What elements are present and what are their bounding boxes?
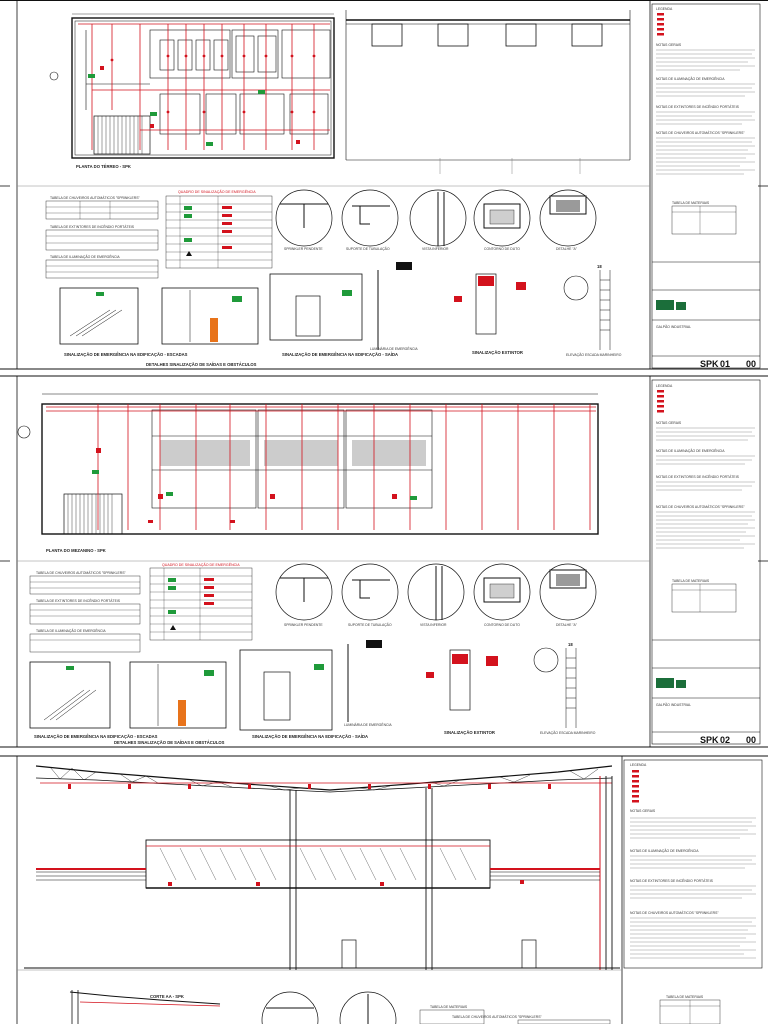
sheet-2-notes-emergency: NOTAS DE ILUMINAÇÃO DE EMERGÊNCIA xyxy=(656,449,725,453)
detail-pendente: SPRINKLER PENDENTE xyxy=(284,247,323,251)
sheet-2-panel-saidas: DETALHES SINALIZAÇÃO DE SAÍDAS E OBSTÁCULOS xyxy=(114,740,225,745)
sheet-2-notes-column xyxy=(652,380,760,745)
table-exits-title: QUADRO DE SINALIZAÇÃO DE EMERGÊNCIA xyxy=(178,190,256,194)
project-title: GALPÃO INDUSTRIAL xyxy=(656,325,692,329)
sheet-1-code: SPK xyxy=(700,359,719,369)
section-aa xyxy=(24,766,620,970)
sheet-3-table-sprinklers: TABELA DE CHUVEIROS AUTOMÁTICOS "SPRINKLERS" xyxy=(452,1015,542,1019)
detail-contorno: CONTORNO DE DUTO xyxy=(484,247,520,251)
sheet-2-dimension: 18 xyxy=(568,642,573,647)
sheet-2-plan-title: PLANTA DO MEZANINO - SPK xyxy=(46,548,106,553)
dimension-label: 18 xyxy=(597,264,602,269)
sheet-1-number: 01 xyxy=(720,359,731,369)
sheet-2-notes-sprinklers: NOTAS DE CHUVEIROS AUTOMÁTICOS "SPRINKLERS" xyxy=(656,505,745,509)
sheet-2-table-sprinklers: TABELA DE CHUVEIROS AUTOMÁTICOS "SPRINKLERS" xyxy=(36,571,126,575)
sheet-2-detail-vista: VISTA INFERIOR xyxy=(420,623,447,627)
mezzanine-plan xyxy=(18,394,598,553)
table-materials-title: TABELA DE MATERIAIS xyxy=(672,201,710,205)
sheet-3-notes-column xyxy=(624,760,762,968)
sheet-2-luminaria: LUMINÁRIA DE EMERGÊNCIA xyxy=(344,723,392,727)
table-extinguishers-title: TABELA DE EXTINTORES DE INCÊNDIO PORTÁTEIS xyxy=(50,225,135,229)
sheet-2-number: 02 xyxy=(720,735,731,745)
sheet-2-tables xyxy=(30,562,252,652)
sheet-3 xyxy=(0,756,768,1024)
sheet-2-detail-a: DETALHE "A" xyxy=(556,623,577,627)
sheet-2-signage-panels xyxy=(30,640,596,745)
sheet-2-legend-title: LEGENDA xyxy=(656,384,673,388)
sheet-2-elevacao: ELEVAÇÃO ESCADA MARINHEIRO xyxy=(540,731,596,735)
sheet-2-table-exits: QUADRO DE SINALIZAÇÃO DE EMERGÊNCIA xyxy=(162,563,240,567)
notes-extinguishers: NOTAS DE EXTINTORES DE INCÊNDIO PORTÁTEIS xyxy=(656,105,739,109)
sheet-2-panel-saida: SINALIZAÇÃO DE EMERGÊNCIA NA EDIFICAÇÃO - SAÍDA xyxy=(252,734,369,739)
sheet-2-notes-title: NOTAS GERAIS xyxy=(656,421,682,425)
sheet-2-panel-escadas: SINALIZAÇÃO DE EMERGÊNCIA NA EDIFICAÇÃO - ESCADAS xyxy=(34,734,158,739)
sheet-2-details xyxy=(276,564,596,627)
sheet-2-table-lighting: TABELA DE ILUMINAÇÃO DE EMERGÊNCIA xyxy=(36,629,106,633)
notes-emergency: NOTAS DE ILUMINAÇÃO DE EMERGÊNCIA xyxy=(656,77,725,81)
sheet-2-project-title: GALPÃO INDUSTRIAL xyxy=(656,703,692,707)
sheet-2-table-extinguishers: TABELA DE EXTINTORES DE INCÊNDIO PORTÁTEIS xyxy=(36,599,121,603)
sheet-2-revision: 00 xyxy=(746,735,757,745)
sheet-2-notes-extinguishers: NOTAS DE EXTINTORES DE INCÊNDIO PORTÁTEIS xyxy=(656,475,739,479)
sheet-3-notes-extinguishers: NOTAS DE EXTINTORES DE INCÊNDIO PORTÁTEIS xyxy=(630,879,713,883)
sheet-2-detail-suporte: SUPORTE DE TUBULAÇÃO xyxy=(348,623,392,627)
table-lighting-title: TABELA DE ILUMINAÇÃO DE EMERGÊNCIA xyxy=(50,255,120,259)
elevacao-label: ELEVAÇÃO ESCADA MARINHEIRO xyxy=(566,353,622,357)
sheet-3-notes-sprinklers: NOTAS DE CHUVEIROS AUTOMÁTICOS "SPRINKLERS" xyxy=(630,911,719,915)
sheet-1-revision: 00 xyxy=(746,359,757,369)
sheet-1-plan-title: PLANTA DO TÉRREO - SPK xyxy=(76,164,131,169)
sheet-2-detail-contorno: CONTORNO DE DUTO xyxy=(484,623,520,627)
sheet-3-legend-title: LEGENDA xyxy=(630,763,647,767)
detail-suporte: SUPORTE DE TUBULAÇÃO xyxy=(346,247,390,251)
sheet-2-code: SPK xyxy=(700,735,719,745)
section-title: CORTE AA - SPK xyxy=(150,994,184,999)
sheet-3-lower-crop xyxy=(70,990,720,1024)
sheet-2-sinal-extintor: SINALIZAÇÃO EXTINTOR xyxy=(444,730,495,735)
sheet-3-notes-emergency: NOTAS DE ILUMINAÇÃO DE EMERGÊNCIA xyxy=(630,849,699,853)
sheet-2-detail-pendente: SPRINKLER PENDENTE xyxy=(284,623,323,627)
sheet-3-right-table-materials: TABELA DE MATERIAIS xyxy=(666,995,704,999)
legend-title: LEGENDA xyxy=(656,7,673,11)
sheet-2-table-materials: TABELA DE MATERIAIS xyxy=(672,579,710,583)
luminaria-label: LUMINÁRIA DE EMERGÊNCIA xyxy=(370,347,418,351)
sheet-2 xyxy=(0,376,768,747)
sheet-3-notes-title: NOTAS GERAIS xyxy=(630,809,656,813)
table-sprinklers-title: TABELA DE CHUVEIROS AUTOMÁTICOS "SPRINKLERS" xyxy=(50,196,140,200)
panel-saidas-label: DETALHES SINALIZAÇÃO DE SAÍDAS E OBSTÁCULOS xyxy=(146,362,257,367)
sinal-extintor-label: SINALIZAÇÃO EXTINTOR xyxy=(472,350,523,355)
notes-title: NOTAS GERAIS xyxy=(656,43,682,47)
panel-escadas-label: SINALIZAÇÃO DE EMERGÊNCIA NA EDIFICAÇÃO - ESCADAS xyxy=(64,352,188,357)
notes-sprinklers: NOTAS DE CHUVEIROS AUTOMÁTICOS "SPRINKLERS" xyxy=(656,131,745,135)
panel-saida-label: SINALIZAÇÃO DE EMERGÊNCIA NA EDIFICAÇÃO - SAÍDA xyxy=(282,352,399,357)
detail-a: DETALHE "A" xyxy=(556,247,577,251)
sheet-3-table-materials: TABELA DE MATERIAIS xyxy=(430,1005,468,1009)
sheet-1 xyxy=(0,0,768,370)
detail-vista: VISTA INFERIOR xyxy=(422,247,449,251)
